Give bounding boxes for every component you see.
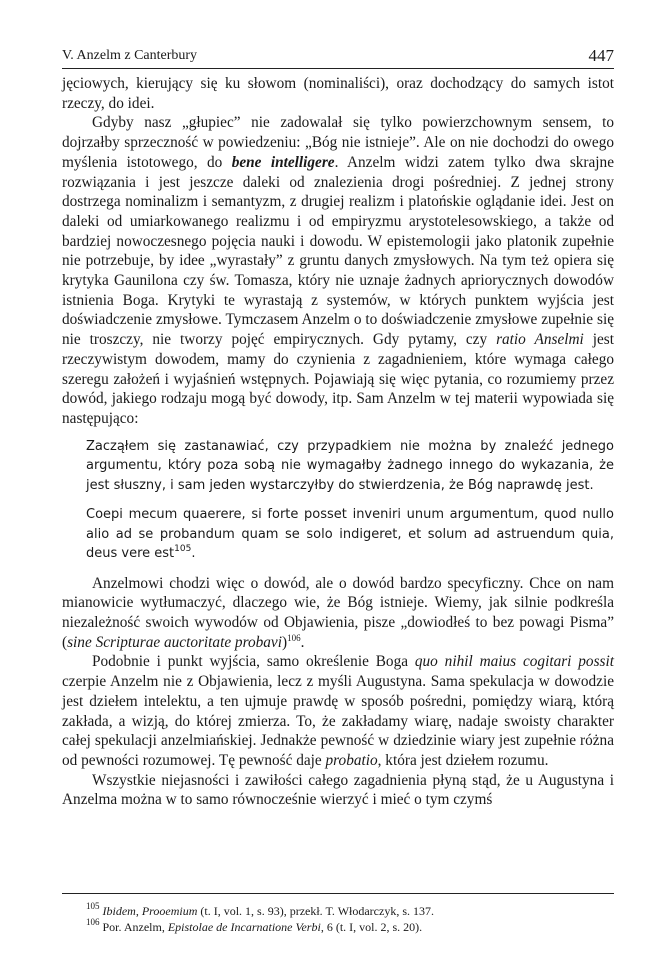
paragraph: Anzelmowi chodzi więc o dowód, ale o dowód bardzo specyficzny. Chce on nam mianowicie wytłumaczyć, dlaczego wie, że Bóg istnieje. Wiemy, jak silnie podkreśla niezależność swoich wywodów od Objawienia, pisze „dowiodłeś to bez powagi Pisma” (sine Scripturae auctoritate probavi)$^{106}$. (62, 574, 614, 651)
footnote-divider (62, 893, 614, 894)
footnotes (86, 903, 614, 935)
block-quote-latin: Coepi mecum quaerere, si forte posset inveniri unum argumentum, quod nullo alio ad se probandum quam se solo indigeret, et solum ad astruendum quia, deus vere est$^{105}$. (86, 507, 614, 562)
paragraph: jęciowych, kierujący się ku słowom (nominaliści), oraz dochodzący do samych istot rzeczy, do idei. (62, 75, 614, 112)
footnote-105: $^{105}$ Ibidem, Prooemium (t. I, vol. 1, s. 93), przekł. T. Włodarczyk, s. 137. (86, 901, 434, 918)
page-number: 447 (588, 46, 614, 65)
paragraph: Gdyby nasz „głupiec” nie zadowalał się tylko powierzchownym sensem, to dojrzałby sprzeczność w powiedzeniu: „Bóg nie istnieje”. Ale on nie dochodzi do owego myślenia istotowego, do bene intelligere. Anzelm widzi zatem tylko dwa skrajne rozwiązania i jest jeszcze daleki od znalezienia drogi pośredniej. Z jednej strony dostrzega nominalizm i semantyzm, z drugiej realizm i platońskie oglądanie idei. Jest on daleki od umiarkowanego realizmu i od empiryzmu arystotelesowskiego, a także od bardziej nowoczesnego pojęcia nauki i dowodu. W epistemologii jako platonik zupełnie nie potrzebuje, by idee „wyrastały” z gruntu danych zmysłowych. Na tym też opiera się krytyka Gaunilona czy św. Tomasza, który nie uznaje żadnych apriorycznych dowodów istnienia Boga. Krytyki te wyrastają z systemów, w których punktem wyjścia jest doświadczenie zmysłowe. Tymczasem Anzelm o to doświadczenie zmysłowe zupełnie się nie troszczy, nie tworzy pojęć empirycznych. Gdy pytamy, czy ratio Anselmi jest rzeczywistym dowodem, mamy do czynienia z zagadnieniem, które wymaga całego szeregu założeń i wyjaśnień wstępnych. Pojawiają się więc pytania, co rozumiemy przez dowód, jakiego rodzaju mogą być dowody, itp. Sam Anzelm w tej materii wypowiada się następująco: (62, 114, 614, 427)
paragraph: Wszystkie niejasności i zawiłości całego zagadnienia płyną stąd, że u Augustyna i Anzelma można w to samo równocześnie wierzyć i mieć o tym czymś (62, 771, 614, 809)
running-head: V. Anzelm z Canterbury (62, 48, 198, 63)
block-quote-polish: Zacząłem się zastanawiać, czy przypadkiem nie można by znaleźć jednego argumentu, który poza sobą nie wymagałby żadnego innego do wykazania, że jest słuszny, i sam jeden wystarczyłby do stwierdzenia, że Bóg naprawdę jest. (86, 438, 614, 493)
footnote-106: $^{106}$ Por. Anzelm, Epistolae de Incarnatione Verbi, 6 (t. I, vol. 2, s. 20). (86, 917, 423, 934)
page-header (62, 46, 614, 69)
paragraph: Podobnie i punkt wyjścia, samo określenie Boga quo nihil maius cogitari possit czerpie Anzelm nie z Objawienia, lecz z myśli Augustyna. Sama spekulacja w dowodzie jest dziełem intelektu, a ten ujmuje prawdę w sposób pośredni, pomiędzy wiarą, którą zakłada, a wizją, do której zmierza. To, że zakładamy wiarę, nadaje swoisty charakter całej spekulacji anzelmiańskiej. Jednakże pewność w dziedzinie wiary jest zupełnie różna od pewności rozumowej. Tę pewność daje probatio, która jest dziełem rozumu. (62, 653, 614, 769)
body-text (62, 74, 614, 810)
